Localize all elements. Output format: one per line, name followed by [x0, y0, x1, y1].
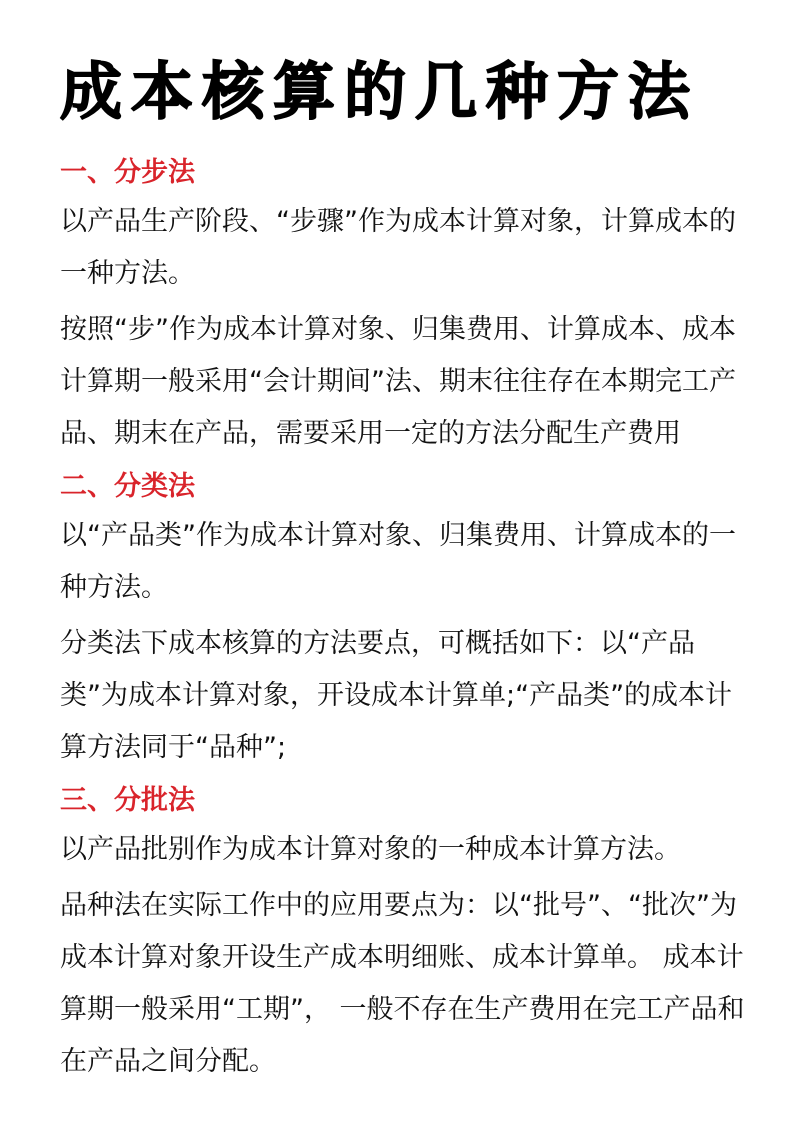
section-batch-method — [60, 778, 750, 1088]
paragraph: 品种法在实际工作中的应用要点为：以“批号”、“批次”为成本计算对象开设生产成本明细账、成本计算单。 成本计算期一般采用“工期”， 一般不存在生产费用在完工产品和在产品之间分配。 — [60, 890, 745, 1077]
section-step-method — [60, 150, 750, 460]
paragraph: 分类法下成本核算的方法要点，可概括如下：以“产品类”为成本计算对象，开设成本计算单;“产品类”的成本计算方法同于“品种”; — [60, 628, 733, 763]
section-heading: 三、分批法 — [60, 785, 195, 816]
paragraph: 按照“步”作为成本计算对象、归集费用、计算成本、成本计算期一般采用“会计期间”法、期末往往存在本期完工产品、期末在产品，需要采用一定的方法分配生产费用 — [60, 314, 736, 449]
section-classification-method — [60, 464, 750, 774]
paragraph: 以产品生产阶段、“步骤”作为成本计算对象，计算成本的一种方法。 — [60, 206, 736, 289]
document-body — [60, 150, 750, 1092]
section-heading: 二、分类法 — [60, 471, 195, 502]
paragraph: 以“产品类”作为成本计算对象、归集费用、计算成本的一种方法。 — [60, 520, 736, 603]
paragraph: 以产品批别作为成本计算对象的一种成本计算方法。 — [60, 834, 681, 865]
page-title: 成本核算的几种方法 — [60, 55, 700, 128]
section-heading: 一、分步法 — [60, 157, 195, 188]
